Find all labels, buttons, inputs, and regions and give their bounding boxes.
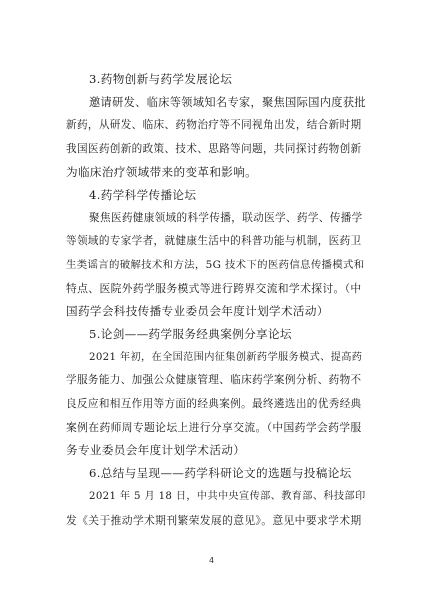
paragraph-line: 我国医药创新的政策、技术、思路等问题，共同探讨药物创新: [66, 142, 362, 155]
page-number: 4: [208, 556, 215, 565]
paragraph-line: 生类谣言的破解技术和方法，5G 技术下的医药信息传播模式和: [66, 258, 365, 271]
section-heading: 5.论剑——药学服务经典案例分享论坛: [89, 327, 292, 342]
paragraph-line: 邀请研发、临床等领域知名专家，聚焦国际国内度获批: [89, 96, 366, 110]
paragraph-line: 为临床治疗领域带来的变革和影响。: [66, 164, 258, 179]
paragraph-line: 聚焦医药健康领域的科学传播，联动医学、药学、传播学: [89, 212, 363, 225]
section-heading: 3.药物创新与药学发展论坛: [89, 72, 233, 86]
paragraph-line: 新药，从研发、临床、药物治疗等不同视角出发，结合新时期: [66, 119, 362, 132]
paragraph-line: 学服务能力、加强公众健康管理、临床药学案例分析、药物不: [66, 374, 362, 387]
paragraph-line: 国药学会科技传播专业委员会年度计划学术活动）: [66, 303, 329, 318]
paragraph-line: 案例在药师周专题论坛上进行分享交流。（中国药学会药学服: [66, 420, 362, 434]
paragraph-line: 特点、医院外药学服务模式等进行跨界交流和学术探讨。（中: [66, 281, 362, 295]
paragraph-line: 发《关于推动学术期刊繁荣发展的意见》。意见中要求学术期: [66, 513, 362, 527]
paragraph-line: 2021 年 5 月 18 日，中共中央宣传部、教育部、科技部印: [89, 491, 366, 503]
paragraph-line: 2021 年初，在全国范围内征集创新药学服务模式、提高药: [89, 352, 363, 364]
section-heading: 4.药学科学传播论坛: [89, 187, 197, 202]
paragraph-line: 等领域的专家学者，就健康生活中的科普功能与机制，医药卫: [66, 235, 362, 248]
paragraph-line: 良反应和相互作用等方面的经典案例。最终遴选出的优秀经典: [66, 397, 362, 410]
document-body: [66, 68, 366, 532]
paragraph-line: 务专业委员会年度计划学术活动）: [66, 443, 246, 457]
section-heading: 6.总结与呈现——药学科研论文的选题与投稿论坛: [89, 466, 352, 481]
